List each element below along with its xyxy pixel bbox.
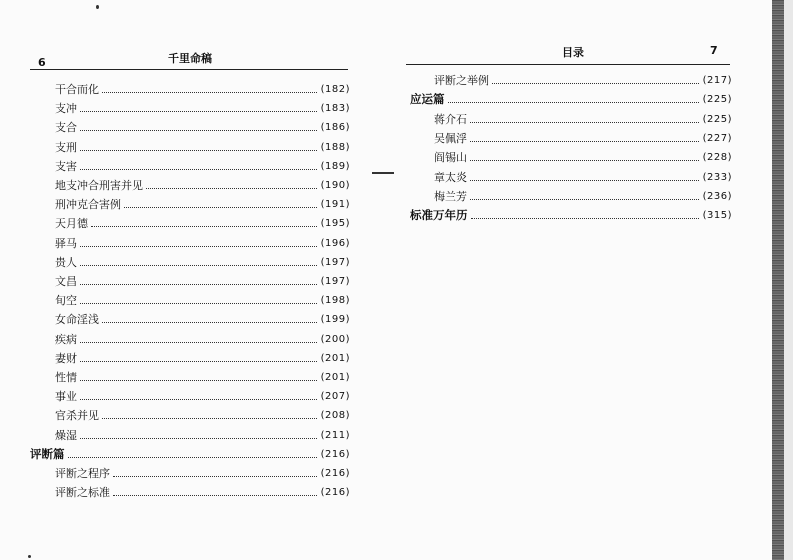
toc-entry-title: 梅兰芳 [434,189,467,203]
toc-entry-page: (225) [702,113,732,125]
left-page [0,0,380,560]
dot-leader [113,495,317,496]
toc-entry [55,116,350,134]
toc-entry [55,289,350,307]
toc-entry-title: 阎锡山 [434,151,467,165]
dot-leader [80,284,317,285]
toc-entry [55,404,350,422]
toc-entry-page: (190) [320,180,350,191]
toc-entry [55,78,350,96]
toc-entry-title: 支冲 [55,102,77,116]
dot-leader [470,122,699,123]
toc-entry-title: 吴佩浮 [434,131,467,145]
dot-leader [470,180,699,181]
dot-leader [80,265,317,266]
toc-entry-page: (195) [320,218,350,230]
toc-entry-page: (191) [320,199,350,211]
right-page [392,0,772,560]
dot-leader [91,226,317,227]
toc-entry [55,270,350,288]
toc-entry [55,232,350,250]
toc-entry-title: 章太炎 [434,170,467,184]
toc-entry [55,251,350,269]
toc-entry [55,97,350,115]
right-page-number: 7 [710,44,718,57]
toc-entry [55,347,350,365]
toc-entry-page: (182) [320,84,350,95]
toc-entry-title: 贵人 [55,255,77,269]
toc-entry-title: 文昌 [55,275,77,288]
toc-entry-title: 标准万年历 [410,208,468,223]
toc-entry [434,166,732,184]
toc-entry [55,385,350,403]
toc-entry [434,69,732,87]
toc-entry-page: (227) [702,132,732,144]
toc-entry [55,424,350,442]
toc-entry-title: 蒋介石 [434,112,467,126]
dot-leader [80,246,317,247]
toc-entry-page: (186) [320,122,350,134]
dot-leader [471,218,699,219]
toc-entry-title: 燥湿 [55,428,77,442]
toc-entry-page: (183) [320,103,350,115]
toc-section-entry [410,88,732,106]
dot-leader [470,199,699,200]
right-header-rule [406,64,730,65]
toc-entry [434,146,732,164]
toc-entry-page: (236) [702,190,732,202]
dot-leader [80,361,317,362]
dot-leader [470,141,699,142]
toc-entry [55,193,350,211]
toc-entry-page: (233) [702,171,732,183]
toc-entry-page: (225) [702,94,732,106]
toc-entry-title: 地支冲合刑害并见 [55,179,143,192]
toc-entry [55,462,350,480]
scan-edge [784,0,793,560]
dot-leader [102,92,317,93]
toc-entry-title: 性情 [55,371,77,384]
toc-entry-title: 旬空 [55,294,77,308]
toc-entry-title: 评断篇 [30,446,65,461]
dot-leader [68,457,317,458]
toc-entry-page: (228) [702,152,732,164]
dot-leader [124,207,317,208]
toc-entry-title: 评断之举例 [434,74,489,87]
toc-entry-page: (217) [702,75,732,86]
toc-entry-title: 支害 [55,159,77,173]
toc-entry-page: (216) [320,468,350,479]
toc-entry [55,328,350,346]
toc-entry-title: 女命淫浅 [55,313,99,327]
dot-leader [113,476,317,477]
toc-entry-page: (216) [320,448,350,460]
toc-entry-page: (198) [320,295,350,307]
toc-entry-page: (201) [320,352,350,364]
toc-entry-title: 事业 [55,390,77,404]
dot-leader [492,83,699,84]
dot-leader [80,380,317,381]
toc-entry-title: 干合而化 [55,83,99,96]
dot-leader [80,111,317,112]
toc-entry-page: (315) [702,210,732,222]
toc-entry [55,174,350,192]
dot-leader [80,303,317,304]
toc-section-entry [410,204,732,222]
toc-entry [55,136,350,154]
toc-entry-page: (207) [320,391,350,403]
toc-entry [55,366,350,384]
toc-section-entry [30,443,350,461]
toc-entry-page: (196) [320,237,350,249]
toc-entry-page: (200) [320,333,350,345]
dot-leader [80,130,317,131]
left-header-rule [30,69,348,70]
toc-entry-title: 疾病 [55,332,77,346]
right-running-header: 目录 [562,46,584,59]
toc-entry-title: 应运篇 [410,92,445,107]
toc-entry [55,155,350,173]
toc-entry-page: (208) [320,410,350,422]
toc-entry [55,212,350,230]
toc-entry-page: (199) [320,314,350,326]
toc-entry-page: (197) [320,276,350,287]
toc-entry [55,308,350,326]
toc-entry-title: 天月德 [55,217,88,231]
dot-leader [80,399,317,400]
dot-leader [80,150,317,151]
dot-leader [80,342,317,343]
toc-entry-page: (201) [320,372,350,383]
dot-leader [146,188,317,189]
toc-entry-page: (197) [320,256,350,268]
dot-leader [102,418,317,419]
toc-entry [434,185,732,203]
dot-leader [102,322,317,323]
scan-speck [372,172,394,174]
toc-entry-page: (189) [320,160,350,172]
toc-entry-title: 官杀并见 [55,409,99,423]
dot-leader [448,102,699,103]
left-page-number: 6 [38,56,46,69]
left-running-header: 千里命稿 [168,52,212,65]
toc-entry-title: 妻财 [55,351,77,365]
scan-speck [28,555,31,558]
toc-entry-page: (188) [320,141,350,153]
toc-entry-title: 驿马 [55,236,77,250]
toc-entry-page: (216) [320,487,350,499]
dot-leader [470,160,699,161]
toc-entry-title: 评断之程序 [55,467,110,480]
toc-entry-title: 评断之标准 [55,486,110,500]
dot-leader [80,438,317,439]
toc-entry-title: 刑冲克合害例 [55,198,121,212]
scan-speck [96,5,99,9]
dot-leader [80,169,317,170]
toc-entry [434,108,732,126]
toc-entry [434,127,732,145]
toc-entry-title: 支合 [55,121,77,135]
book-spine-shadow [772,0,784,560]
toc-entry-page: (211) [320,429,350,441]
toc-entry-title: 支刑 [55,140,77,154]
toc-entry [55,481,350,499]
